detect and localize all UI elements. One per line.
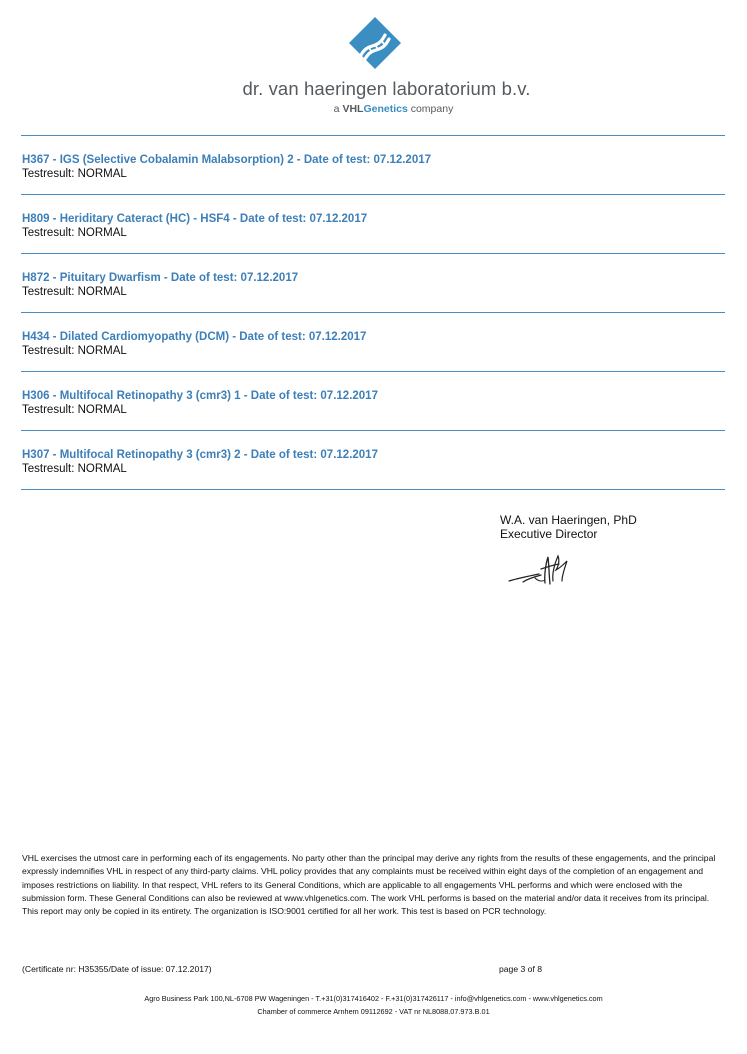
dna-diamond-icon: [347, 15, 403, 71]
footer-address: Agro Business Park 100,NL-6708 PW Wageningen - T.+31(0)317416402 - F.+31(0)317426117 - info@vhlgenetics.com - www.vhlgenetics.com: [144, 994, 603, 1003]
test-title: H434 - Dilated Cardiomyopathy (DCM) - Date of test: 07.12.2017: [22, 331, 367, 343]
test-result-item: [21, 313, 725, 372]
signature-block: [500, 513, 700, 541]
tagline-prefix: a: [333, 103, 343, 115]
test-result-item: [21, 431, 725, 490]
footer-registration: Chamber of commerce Arnhem 09112692 - VAT nr NL8088.07.973.B.01: [257, 1007, 490, 1016]
test-title: H872 - Pituitary Dwarfism - Date of test: 07.12.2017: [22, 272, 299, 284]
test-result: Testresult: NORMAL: [22, 286, 127, 298]
test-result: Testresult: NORMAL: [22, 227, 127, 239]
tagline-suffix: company: [407, 103, 454, 115]
certificate-info: (Certificate nr: H35355/Date of issue: 07.12.2017): [22, 964, 212, 974]
test-result-item: [21, 136, 725, 195]
handwritten-signature-icon: [505, 551, 575, 591]
test-result: Testresult: NORMAL: [22, 168, 127, 180]
test-title: H809 - Heriditary Cateract (HC) - HSF4 - Date of test: 07.12.2017: [22, 213, 368, 225]
company-tagline: [0, 103, 747, 115]
page-footer: [0, 992, 747, 1018]
test-title: H307 - Multifocal Retinopathy 3 (cmr3) 2 - Date of test: 07.12.2017: [22, 449, 378, 461]
test-result: Testresult: NORMAL: [22, 345, 127, 357]
legal-disclaimer: [22, 852, 727, 918]
disclaimer-text: VHL exercises the utmost care in performing each of its engagements. No party other than the principal may derive any rights from the results of these engagements, and the principal expressly indemnifies VHL in respect of any third-party claims. VHL policy provides that any complaints must be received within eight days of the completion of an engagement and imposes restrictions on liability. In that respect, VHL refers to its General Conditions, which are applicable to all engagements VHL performs and which were enclosed with the submission form. These General Conditions can also be reviewed at www.vhlgenetics.com. The work VHL performs is based on the material and/or data it receives from its principal. This report may only be copied in its entirety. The organization is ISO:9001 certified for all her work. This test is based on PCR technology.: [22, 853, 716, 917]
tagline-vhl: VHL: [342, 103, 364, 115]
test-result: Testresult: NORMAL: [22, 404, 127, 416]
lab-name-prefix: dr. van haeringen: [242, 78, 393, 99]
signatory-title: Executive Director: [500, 527, 598, 541]
test-result-item: [21, 372, 725, 431]
test-title: H306 - Multifocal Retinopathy 3 (cmr3) 1 - Date of test: 07.12.2017: [22, 390, 378, 402]
lab-name: [0, 78, 747, 100]
signatory-name: W.A. van Haeringen, PhD: [500, 513, 637, 527]
test-title: H367 - IGS (Selective Cobalamin Malabsorption) 2 - Date of test: 07.12.2017: [22, 154, 432, 166]
lab-name-suffix: laboratorium b.v.: [392, 78, 531, 99]
page-header: [0, 0, 747, 130]
test-results-list: [21, 135, 725, 490]
test-result: Testresult: NORMAL: [22, 463, 127, 475]
tagline-genetics: Genetics: [363, 103, 408, 115]
test-result-item: [21, 195, 725, 254]
test-result-item: [21, 254, 725, 313]
page-number: page 3 of 8: [499, 964, 543, 974]
